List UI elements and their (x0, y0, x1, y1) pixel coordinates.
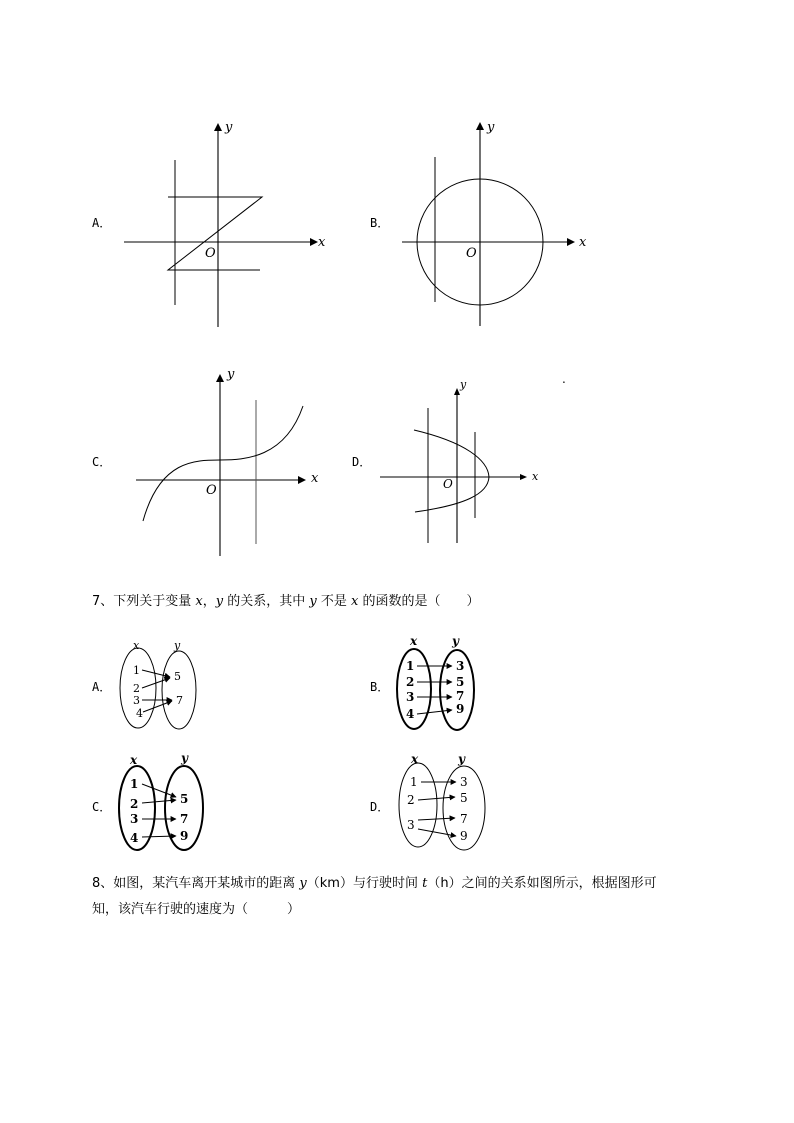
arrow (142, 800, 176, 803)
element: 5 (174, 670, 181, 683)
x-label: x (532, 470, 539, 483)
option-label-7d: D． (370, 800, 390, 814)
element: 2 (130, 797, 139, 811)
set-x-label: x (130, 753, 138, 767)
y-arrow-icon (216, 374, 224, 382)
element: 5 (180, 792, 189, 806)
origin-label: O (205, 246, 216, 261)
element: 2 (406, 675, 415, 689)
element: 9 (180, 829, 189, 843)
codomain-ellipse (162, 651, 196, 729)
element: 9 (460, 829, 468, 843)
x-arrow-icon (310, 238, 318, 246)
element: 1 (133, 664, 140, 677)
arrow (417, 710, 452, 714)
element: 9 (456, 702, 465, 716)
question-8-line-1: 8、如图，某汽车离开某城市的距离 y（km）与行驶时间 t（h）之间的关系如图所示，根据图形可 (92, 876, 657, 891)
x-label: x (318, 235, 326, 250)
arrow (142, 784, 176, 797)
option-label-6c: C． (92, 455, 112, 469)
element: 1 (130, 777, 139, 791)
x-arrow-icon (520, 474, 527, 480)
option-label-6d: D． (352, 455, 372, 469)
y-label: y (487, 120, 495, 135)
element: 1 (406, 659, 415, 673)
element: 4 (130, 831, 139, 845)
element: 2 (133, 682, 140, 695)
set-y-label: y (452, 634, 459, 648)
element: 5 (456, 675, 465, 689)
set-y-label: y (458, 752, 465, 766)
element: 3 (133, 694, 140, 707)
set-x-label: x (133, 639, 140, 652)
element: 7 (176, 694, 183, 707)
set-y-label: y (181, 751, 188, 765)
element: 4 (406, 707, 415, 721)
y-label: y (225, 120, 233, 135)
cubic-curve (143, 406, 303, 521)
question-8-line-2: 知，该汽车行驶的速度为（ ） (92, 902, 301, 917)
element: 2 (407, 793, 415, 807)
element: 3 (406, 690, 415, 704)
option-label-7b: B． (370, 680, 390, 694)
option-label-6b: B． (370, 216, 390, 230)
x-label: x (311, 471, 319, 486)
origin-label: O (206, 483, 217, 498)
element: 5 (460, 791, 468, 805)
parabola-curve (414, 430, 489, 512)
option-label-7a: A． (92, 680, 112, 694)
set-x-label: x (411, 752, 419, 766)
origin-label: O (466, 246, 477, 261)
y-arrow-icon (476, 122, 484, 130)
element: 1 (410, 775, 418, 789)
stray-dot: . (562, 372, 566, 386)
x-label: x (579, 235, 587, 250)
set-x-label: x (410, 634, 418, 648)
option-label-7c: C． (92, 800, 112, 814)
y-arrow-icon (214, 123, 222, 131)
option-label-6a: A． (92, 216, 112, 230)
arrow (142, 670, 170, 677)
arrow (143, 701, 172, 712)
element: 3 (130, 812, 139, 826)
question-7-text: 7、下列关于变量 x，y 的关系，其中 y 不是 x 的函数的是（ ） (92, 594, 480, 609)
element: 7 (460, 812, 468, 826)
y-label: y (227, 367, 235, 382)
element: 7 (456, 689, 465, 703)
element: 3 (407, 818, 415, 832)
arrow (418, 829, 456, 836)
element: 3 (456, 659, 465, 673)
x-arrow-icon (567, 238, 575, 246)
set-y-label: y (174, 639, 181, 652)
domain-ellipse (399, 763, 437, 847)
element: 4 (136, 707, 143, 720)
x-arrow-icon (298, 476, 306, 484)
y-label: y (460, 378, 467, 391)
origin-label: O (443, 477, 453, 491)
element: 3 (460, 775, 468, 789)
element: 7 (180, 812, 189, 826)
